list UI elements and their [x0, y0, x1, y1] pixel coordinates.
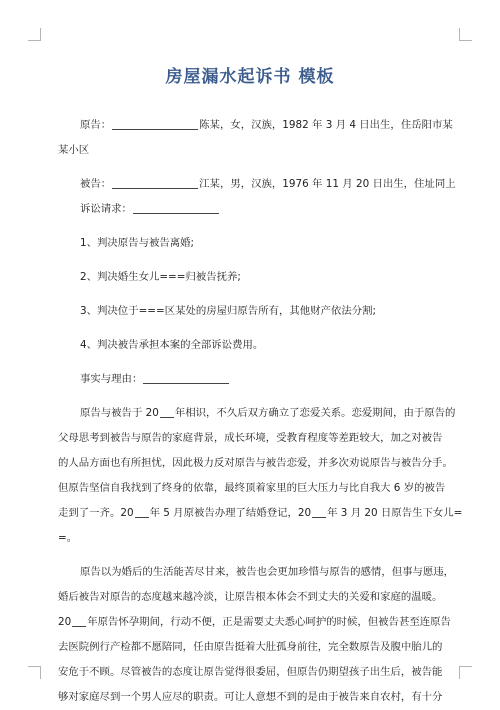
- paragraph-line: 父母思考到被告与原告的家庭背景，成长环境，受教育程度等差距较大，加之对被告: [58, 432, 443, 444]
- page-corner-mark-top-right: [459, 28, 472, 41]
- year-blank: [72, 614, 86, 627]
- page-corner-mark-top-left: [28, 28, 41, 41]
- claim-item: 4、判决被告承担本案的全部诉讼费用。: [80, 339, 264, 351]
- text-run: 20: [120, 507, 134, 519]
- paragraph-line: 够对家庭尽到一个男人应尽的职责。可让人意想不到的是由于被告来自农村，有十分: [58, 691, 443, 703]
- text-run: 年相识，不久后双方确立了恋爱关系。恋爱期间，由于原告的: [174, 407, 456, 419]
- paragraph-line: [58, 401, 456, 426]
- facts-label: 事实与理由：: [80, 373, 143, 385]
- plaintiff-name-blank: [112, 117, 198, 130]
- paragraph-line: 的人品方面也有所担忧，因此极力反对原告与被告恋爱，并多次劝说原告与被告分手。: [58, 457, 453, 469]
- plaintiff-line: [58, 113, 453, 138]
- paragraph-line: [58, 610, 451, 635]
- document-body: [58, 113, 463, 710]
- defendant-name-blank: [112, 176, 198, 189]
- paragraph-line: 婚后被告对原告的态度越来越冷淡，让原告根本体会不到丈夫的关爱和家庭的温暖。: [58, 591, 443, 603]
- claims-heading: [58, 197, 448, 222]
- defendant-line: [58, 172, 456, 197]
- plaintiff-detail-cont: 某小区: [58, 144, 90, 156]
- defendant-label: 被告：: [80, 178, 112, 190]
- paragraph-line: 去医院例行产检都不愿陪同，任由原告挺着大肚孤身前往，完全数原告及腹中胎儿的: [58, 641, 443, 653]
- paragraph-line: 原告以为婚后的生活能苦尽甘来，被告也会更加珍惜与原告的感情，但事与愿违，: [80, 566, 455, 578]
- plaintiff-detail: 陈某，女，汉族，1982 年 3 月 4 日出生，住岳阳市某: [199, 119, 453, 131]
- plaintiff-line-cont: [58, 138, 448, 163]
- text-run: 走到了一齐。: [58, 507, 121, 519]
- page-corner-mark-bottom-right: [459, 666, 472, 679]
- year-blank: [135, 505, 149, 518]
- paragraph-line: =。: [58, 532, 78, 544]
- year-blank: [160, 405, 174, 418]
- text-run: 年 5 月原被告办理了结婚登记，20: [149, 507, 312, 519]
- paragraph-line: 安危于不顾。尽管被告的态度让原告觉得很委屈，但原告仍期望孩子出生后，被告能: [58, 666, 443, 678]
- paragraph-line: [58, 501, 463, 526]
- page-corner-mark-bottom-left: [28, 666, 41, 679]
- claims-label: 诉讼请求：: [80, 203, 132, 215]
- facts-heading: [58, 367, 448, 392]
- year-blank: [312, 505, 326, 518]
- text-run: 年原告怀孕期间，行动不便，正是需要丈夫悉心呵护的时候，但被告甚至连原告: [87, 616, 451, 628]
- text-run: 原告与被告于 20: [80, 407, 159, 419]
- defendant-detail: 江某，男，汉族，1976 年 11 月 20 日出生，住址同上: [199, 178, 456, 190]
- claim-item: 1、判决原告与被告离婚;: [80, 237, 195, 249]
- plaintiff-label: 原告：: [80, 119, 112, 131]
- facts-blank: [143, 371, 229, 384]
- paragraph-line: 但原告坚信自我找到了终身的依靠，最终顶着家里的巨大压力与比自我大 6 岁的被告: [58, 482, 446, 494]
- claims-blank: [133, 201, 219, 214]
- claim-item: 3、判决位于===区某处的房屋归原告所有，其他财产依法分割;: [80, 305, 376, 317]
- claim-item: 2、判决婚生女儿===归被告抚养;: [80, 271, 241, 283]
- text-run: 年 3 月 20 日原告生下女儿=: [327, 507, 463, 519]
- document-title: 房屋漏水起诉书 模板: [165, 67, 335, 87]
- text-run: 20: [58, 616, 72, 628]
